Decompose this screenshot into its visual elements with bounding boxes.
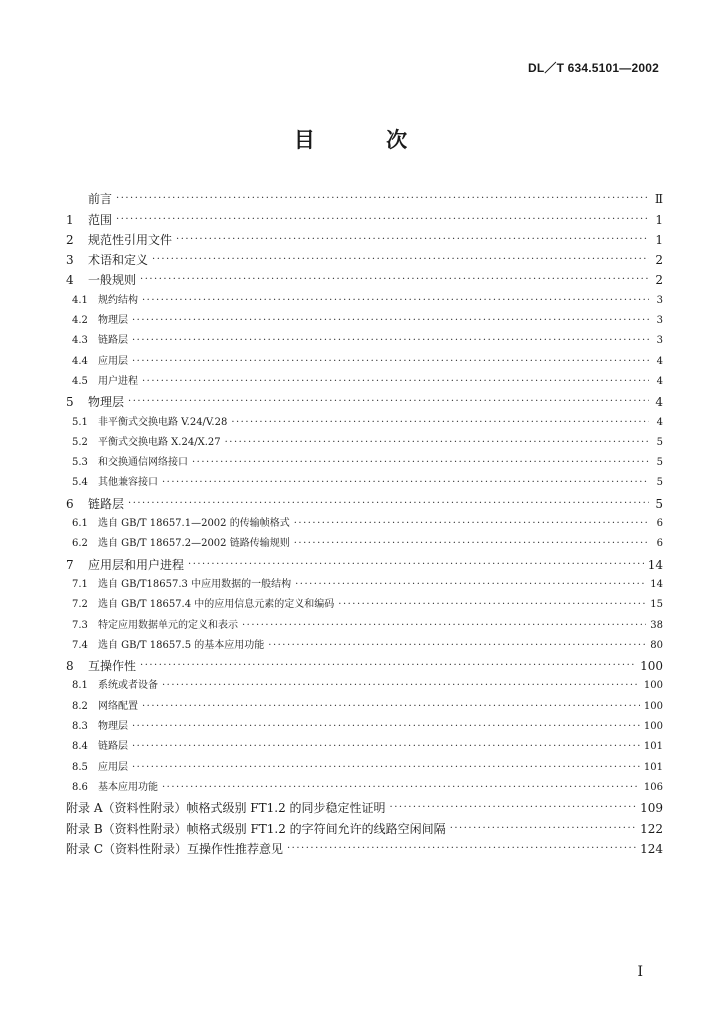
toc-entry-title: 和交换通信网络接口 bbox=[98, 457, 188, 469]
toc-entry-page: 100 bbox=[640, 659, 663, 674]
toc-entry-number: 6.2 bbox=[72, 538, 88, 550]
toc-entry[interactable] bbox=[66, 490, 663, 510]
toc-entry-page: 124 bbox=[640, 841, 663, 856]
toc-entry-title: 物理层 bbox=[98, 315, 128, 327]
toc-entry-title: 选自 GB/T 18657.5 的基本应用功能 bbox=[98, 639, 265, 651]
toc-leader-dots bbox=[225, 436, 649, 450]
toc-entry-number: 7.3 bbox=[72, 619, 88, 631]
toc-entry[interactable] bbox=[66, 572, 663, 592]
toc-leader-dots bbox=[132, 761, 640, 775]
toc-entry-number: 2 bbox=[66, 232, 74, 247]
toc-entry[interactable] bbox=[66, 470, 663, 490]
toc-entry[interactable] bbox=[66, 633, 663, 653]
page-title bbox=[0, 124, 701, 154]
toc-entry[interactable] bbox=[66, 247, 663, 267]
toc-entry-number: 5.3 bbox=[72, 457, 88, 469]
toc-entry-number: 3 bbox=[66, 253, 74, 268]
toc-leader-dots bbox=[231, 416, 649, 430]
toc-entry-page: 101 bbox=[643, 741, 663, 753]
toc-entry[interactable] bbox=[66, 754, 663, 774]
toc-entry-number: 8.4 bbox=[72, 741, 88, 753]
toc-leader-dots bbox=[132, 314, 649, 328]
toc-entry-number: 6.1 bbox=[72, 518, 88, 530]
toc-entry[interactable] bbox=[66, 551, 663, 571]
toc-leader-dots bbox=[450, 822, 636, 836]
toc-leader-dots bbox=[142, 700, 640, 714]
toc-entry-title: 选自 GB/T18657.3 中应用数据的一般结构 bbox=[98, 578, 292, 590]
toc-entry-title: 附录 C（资料性附录）互操作性推荐意见 bbox=[66, 841, 283, 856]
toc-entry-page: 2 bbox=[655, 253, 663, 268]
toc-entry-page: 14 bbox=[647, 557, 663, 572]
title-char-2: 次 bbox=[386, 128, 408, 152]
toc-entry[interactable] bbox=[66, 450, 663, 470]
toc-entry-number: 7.2 bbox=[72, 599, 88, 611]
toc-leader-dots bbox=[162, 476, 649, 490]
toc-entry-title: 选自 GB/T 18657.1—2002 的传输帧格式 bbox=[98, 518, 290, 530]
toc-entry-title: 应用层 bbox=[98, 761, 128, 773]
toc-entry[interactable] bbox=[66, 734, 663, 754]
toc-entry-title: 术语和定义 bbox=[88, 253, 149, 268]
toc-entry-number: 8.1 bbox=[72, 680, 88, 692]
toc-leader-dots bbox=[140, 659, 636, 673]
toc-entry[interactable] bbox=[66, 369, 663, 389]
toc-entry-page: 3 bbox=[656, 335, 663, 347]
toc-entry[interactable] bbox=[66, 328, 663, 348]
toc-entry-page: 15 bbox=[650, 599, 663, 611]
toc-entry-page: 6 bbox=[656, 518, 663, 530]
toc-entry-number: 8.2 bbox=[72, 700, 88, 712]
toc-entry-title: 应用层 bbox=[98, 355, 128, 367]
toc-leader-dots bbox=[294, 517, 649, 531]
toc-entry-page: 101 bbox=[643, 761, 663, 773]
toc-entry-page: 3 bbox=[656, 315, 663, 327]
toc-entry-number: 5.2 bbox=[72, 436, 88, 448]
toc-entry-number: 5.1 bbox=[72, 416, 88, 428]
toc-entry-number: 8.6 bbox=[72, 781, 88, 793]
toc-entry[interactable] bbox=[66, 653, 663, 673]
toc-entry[interactable] bbox=[66, 511, 663, 531]
toc-entry[interactable] bbox=[66, 308, 663, 328]
toc-leader-dots bbox=[152, 253, 649, 267]
toc-leader-dots bbox=[132, 740, 640, 754]
toc-entry-title: 系统或者设备 bbox=[98, 680, 158, 692]
toc-entry-page: 106 bbox=[643, 781, 663, 793]
toc-entry-page: 109 bbox=[640, 801, 663, 816]
toc-entry-number: 4.1 bbox=[72, 294, 88, 306]
toc-leader-dots bbox=[176, 233, 649, 247]
toc-entry-page: 14 bbox=[650, 578, 663, 590]
toc-entry-page: 4 bbox=[656, 355, 663, 367]
toc-entry[interactable] bbox=[66, 836, 663, 856]
toc-entry[interactable] bbox=[66, 531, 663, 551]
toc-leader-dots bbox=[287, 842, 636, 856]
toc-leader-dots bbox=[132, 720, 640, 734]
toc-entry[interactable] bbox=[66, 592, 663, 612]
toc-entry-number: 7.1 bbox=[72, 578, 88, 590]
toc-entry-page: 5 bbox=[656, 477, 663, 489]
toc-entry[interactable] bbox=[66, 409, 663, 429]
toc-leader-dots bbox=[188, 558, 644, 572]
toc-entry-title: 附录 B（资料性附录）帧格式级别 FT1.2 的字符间允许的线路空闲间隔 bbox=[66, 821, 446, 836]
toc-leader-dots bbox=[162, 679, 640, 693]
toc-entry-title: 用户进程 bbox=[98, 375, 138, 387]
toc-entry[interactable] bbox=[66, 348, 663, 368]
toc-entry[interactable] bbox=[66, 186, 663, 206]
toc-leader-dots bbox=[294, 537, 649, 551]
toc-entry-page: 5 bbox=[656, 436, 663, 448]
toc-entry[interactable] bbox=[66, 267, 663, 287]
toc-entry-title: 互操作性 bbox=[88, 659, 137, 674]
toc-entry-page: 3 bbox=[656, 294, 663, 306]
toc-entry-number: 7 bbox=[66, 557, 74, 572]
toc-entry[interactable] bbox=[66, 389, 663, 409]
toc-entry-title: 链路层 bbox=[98, 741, 128, 753]
toc-entry-title: 选自 GB/T 18657.2—2002 链路传输规则 bbox=[98, 538, 290, 550]
toc-entry-title: 一般规则 bbox=[88, 273, 137, 288]
toc-leader-dots bbox=[116, 192, 649, 206]
toc-entry-title: 平衡式交换电路 X.24/X.27 bbox=[98, 436, 221, 448]
toc-entry[interactable] bbox=[66, 430, 663, 450]
toc-leader-dots bbox=[390, 801, 637, 815]
toc-entry[interactable] bbox=[66, 673, 663, 693]
toc-entry-title: 范围 bbox=[88, 212, 113, 227]
toc-entry[interactable] bbox=[66, 206, 663, 226]
toc-entry-page: 38 bbox=[650, 619, 663, 631]
toc-entry-title: 应用层和用户进程 bbox=[88, 557, 185, 572]
toc-leader-dots bbox=[132, 355, 649, 369]
toc-entry[interactable] bbox=[66, 693, 663, 713]
toc-entry-page: 4 bbox=[656, 375, 663, 387]
toc-entry-page: 100 bbox=[643, 700, 663, 712]
toc-entry-number: 5.4 bbox=[72, 477, 88, 489]
toc-leader-dots bbox=[142, 294, 649, 308]
toc-entry-number: 4.2 bbox=[72, 315, 88, 327]
toc-entry-number: 5 bbox=[66, 395, 74, 410]
page-number: I bbox=[637, 964, 643, 980]
toc-entry-number: 1 bbox=[66, 212, 74, 227]
toc-entry-title: 链路层 bbox=[98, 335, 128, 347]
toc-leader-dots bbox=[132, 334, 649, 348]
toc-leader-dots bbox=[142, 375, 649, 389]
toc-entry[interactable] bbox=[66, 612, 663, 632]
toc-entry-page: 80 bbox=[650, 639, 663, 651]
toc-entry-page: 100 bbox=[643, 680, 663, 692]
table-of-contents bbox=[66, 186, 663, 856]
toc-entry-title: 特定应用数据单元的定义和表示 bbox=[98, 619, 238, 631]
toc-entry-title: 选自 GB/T 18657.4 中的应用信息元素的定义和编码 bbox=[98, 599, 335, 611]
toc-entry-number: 6 bbox=[66, 496, 74, 511]
toc-entry-title: 网络配置 bbox=[98, 700, 138, 712]
toc-entry-page: 6 bbox=[656, 538, 663, 550]
toc-entry-title: 附录 A（资料性附录）帧格式级别 FT1.2 的同步稳定性证明 bbox=[66, 801, 386, 816]
toc-leader-dots bbox=[192, 456, 649, 470]
toc-leader-dots bbox=[295, 578, 646, 592]
toc-entry-title: 规范性引用文件 bbox=[88, 232, 173, 247]
standard-code: DL／T 634.5101—2002 bbox=[527, 61, 659, 75]
toc-entry[interactable] bbox=[66, 714, 663, 734]
toc-entry-page: 1 bbox=[655, 212, 663, 227]
toc-leader-dots bbox=[268, 639, 646, 653]
toc-entry-page: 1 bbox=[655, 232, 663, 247]
toc-entry-number: 8 bbox=[66, 659, 74, 674]
toc-entry[interactable] bbox=[66, 775, 663, 795]
toc-entry-title: 基本应用功能 bbox=[98, 781, 158, 793]
toc-leader-dots bbox=[140, 273, 649, 287]
toc-entry[interactable] bbox=[66, 227, 663, 247]
toc-entry[interactable] bbox=[66, 815, 663, 835]
toc-entry-title: 物理层 bbox=[88, 395, 125, 410]
toc-leader-dots bbox=[128, 395, 649, 409]
toc-entry-number: 4.3 bbox=[72, 335, 88, 347]
title-char-1: 目 bbox=[293, 128, 315, 152]
toc-entry-page: 5 bbox=[656, 457, 663, 469]
toc-entry-number: 8.3 bbox=[72, 721, 88, 733]
toc-leader-dots bbox=[128, 497, 649, 511]
toc-entry[interactable] bbox=[66, 795, 663, 815]
toc-leader-dots bbox=[242, 619, 646, 633]
toc-entry-number: 4.4 bbox=[72, 355, 88, 367]
toc-entry-page: Ⅱ bbox=[654, 192, 663, 207]
toc-entry-number: 4.5 bbox=[72, 375, 88, 387]
toc-entry-page: 4 bbox=[656, 416, 663, 428]
toc-entry-page: 122 bbox=[640, 821, 663, 836]
toc-entry-title: 链路层 bbox=[88, 496, 125, 511]
toc-leader-dots bbox=[338, 598, 646, 612]
toc-entry-page: 5 bbox=[655, 496, 663, 511]
toc-entry[interactable] bbox=[66, 287, 663, 307]
toc-entry-page: 2 bbox=[655, 273, 663, 288]
toc-entry-title: 前言 bbox=[88, 192, 113, 207]
toc-entry-title: 物理层 bbox=[98, 721, 128, 733]
toc-entry-page: 4 bbox=[655, 395, 663, 410]
toc-entry-title: 规约结构 bbox=[98, 294, 138, 306]
toc-entry-title: 非平衡式交换电路 V.24/V.28 bbox=[98, 416, 228, 428]
toc-entry-number: 4 bbox=[66, 273, 74, 288]
toc-entry-number: 7.4 bbox=[72, 639, 88, 651]
toc-leader-dots bbox=[116, 213, 649, 227]
toc-entry-title: 其他兼容接口 bbox=[98, 477, 158, 489]
toc-leader-dots bbox=[162, 781, 640, 795]
toc-entry-page: 100 bbox=[643, 721, 663, 733]
toc-entry-number: 8.5 bbox=[72, 761, 88, 773]
